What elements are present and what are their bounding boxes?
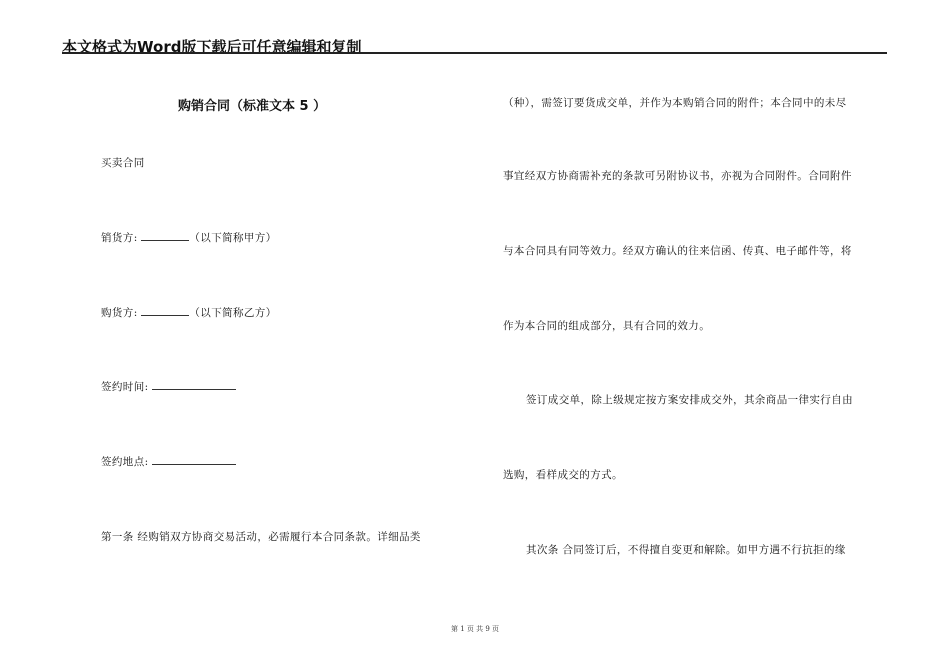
- sign-time-label: 签约时间:: [101, 381, 153, 393]
- right-column-line: 选购，看样成交的方式。: [503, 469, 623, 481]
- right-column-line: （种），需签订要货成交单，并作为本购销合同的附件；本合同中的未尽: [503, 97, 847, 109]
- seller-suffix: （以下简称甲方）: [189, 232, 277, 244]
- right-column-line: 与本合同具有同等效力。经双方确认的往来信函、传真、电子邮件等，将: [503, 245, 852, 257]
- buyer-suffix: （以下简称乙方）: [189, 307, 277, 319]
- right-column-line: 签订成交单，除上级规定按方案安排成交外，其余商品一律实行自由: [526, 394, 853, 406]
- right-column-line: 事宜经双方协商需补充的条款可另附协议书，亦视为合同附件。合同附件: [503, 170, 852, 182]
- buyer-blank: [141, 305, 189, 316]
- header-divider: [62, 52, 887, 54]
- sign-place-line: [101, 454, 236, 469]
- article-1-text: 第一条 经购销双方协商交易活动，必需履行本合同条款。详细品类: [101, 531, 421, 543]
- sign-place-label: 签约地点:: [101, 456, 153, 468]
- right-column-line: 其次条 合同签订后，不得擅自变更和解除。如甲方遇不行抗拒的缘: [526, 544, 846, 556]
- sign-time-blank: [152, 379, 236, 390]
- buyer-line: [101, 305, 277, 320]
- seller-line: [101, 230, 277, 245]
- seller-blank: [141, 230, 189, 241]
- contract-type-text: 买卖合同: [101, 157, 145, 169]
- buyer-label: 购货方:: [101, 307, 142, 319]
- right-column-line: 作为本合同的组成部分，具有合同的效力。: [503, 320, 711, 332]
- page-number-footer: 第 1 页 共 9 页: [450, 625, 500, 633]
- sign-place-blank: [152, 454, 236, 465]
- document-header-title: 本文格式为Word版下载后可任意编辑和复制: [62, 38, 362, 56]
- contract-title: 购销合同（标准文本 5 ）: [178, 99, 327, 114]
- seller-label: 销货方:: [101, 232, 142, 244]
- sign-time-line: [101, 379, 236, 394]
